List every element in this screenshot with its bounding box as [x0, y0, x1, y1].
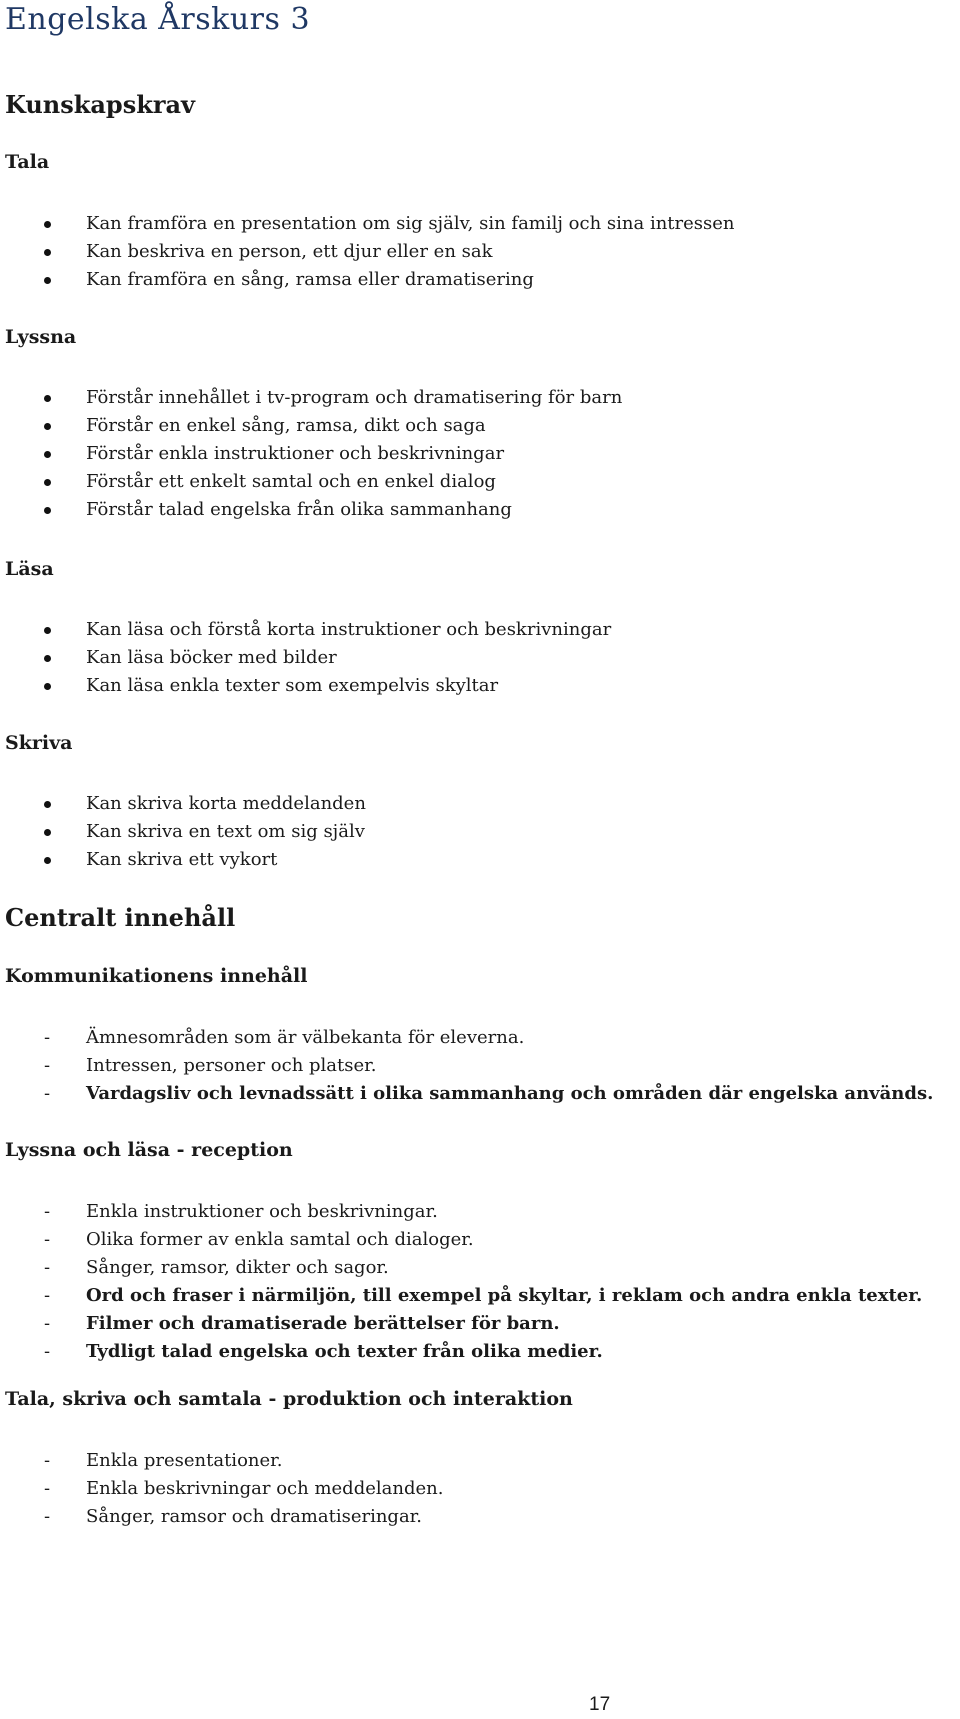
centralt-heading: Centralt innehåll [5, 903, 236, 932]
tala-heading: Tala [5, 151, 50, 173]
kommunikation-heading: Kommunikationens innehåll [5, 965, 308, 987]
skriva-heading: Skriva [5, 732, 73, 754]
lasa-heading: Läsa [5, 558, 54, 580]
page-number: 17 [589, 1694, 611, 1715]
kunskapskrav-heading: Kunskapskrav [5, 90, 195, 119]
page-title: Engelska Årskurs 3 [5, 2, 311, 37]
reception-heading: Lyssna och läsa - reception [5, 1139, 293, 1161]
produktion-heading: Tala, skriva och samtala - produktion och interaktion [5, 1388, 573, 1410]
lyssna-heading: Lyssna [5, 326, 77, 348]
